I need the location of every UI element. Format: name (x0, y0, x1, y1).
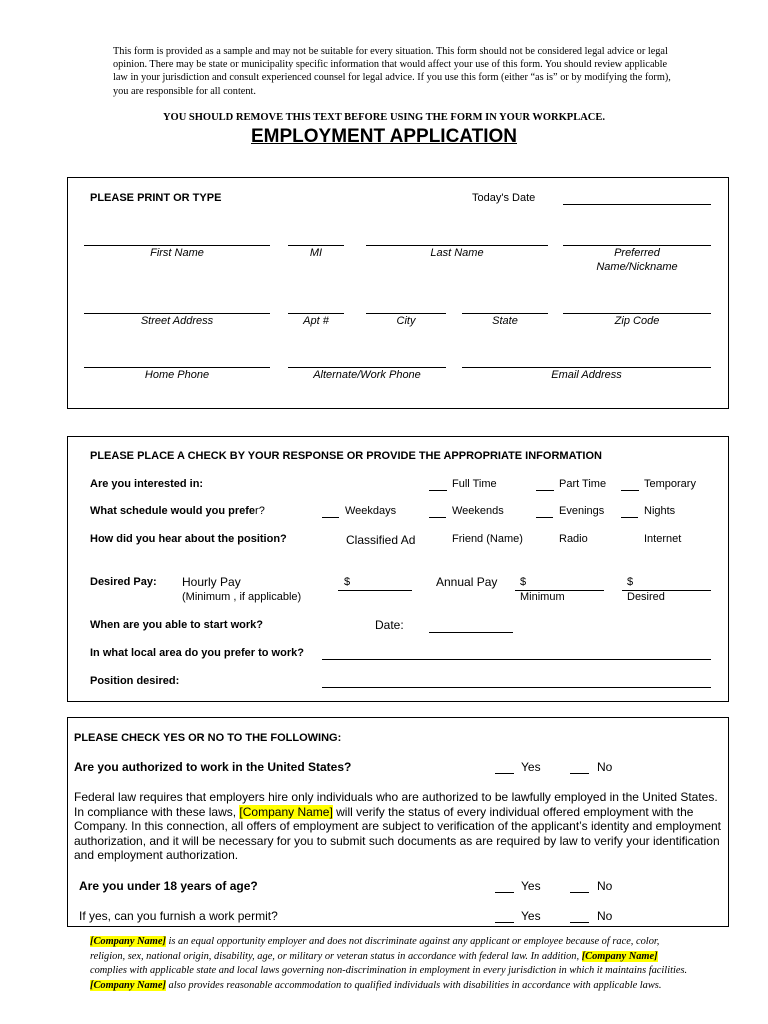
eeo-part-1: is an equal opportunity employer and does not discriminate against any applicant or employee because of race, color, religion, sex, national origin, disability, age, or military or veteran status in accordance with federal law. In addition, (90, 936, 660, 962)
schedule-question (90, 505, 265, 517)
mi-field[interactable] (288, 245, 344, 246)
weekends-label: Weekends (452, 505, 504, 517)
company-name-placeholder: [Company Name] (239, 804, 333, 819)
interested-question: Are you interested in: (90, 478, 204, 490)
email-field[interactable] (462, 367, 711, 368)
preferred-label: Preferred (614, 247, 660, 259)
home-phone-field[interactable] (84, 367, 270, 368)
zip-label: Zip Code (614, 315, 660, 327)
city-label: City (396, 315, 416, 327)
eeo-company-name-2: [Company Name] (581, 950, 658, 962)
weekdays-checkbox[interactable] (322, 517, 339, 518)
mi-label: MI (309, 247, 323, 259)
classified-ad-option[interactable]: Classified Ad (346, 533, 416, 547)
authorized-question: Are you authorized to work in the United States? (74, 760, 352, 774)
under-18-yes-checkbox[interactable] (495, 892, 514, 893)
check-response-heading: PLEASE PLACE A CHECK BY YOUR RESPONSE OR PROVIDE THE APPROPRIATE INFORMATION (90, 450, 602, 462)
todays-date-label: Today's Date (472, 192, 536, 204)
position-field[interactable] (322, 687, 711, 688)
evenings-label: Evenings (559, 505, 605, 517)
alt-phone-label: Alternate/Work Phone (313, 369, 421, 381)
apt-label: Apt # (303, 315, 329, 327)
local-area-field[interactable] (322, 659, 711, 660)
eeo-company-name-3: [Company Name] (90, 979, 166, 991)
under-18-yes-label: Yes (521, 879, 541, 893)
zip-field[interactable] (563, 313, 711, 314)
position-question: Position desired: (90, 675, 180, 687)
start-date-field[interactable] (429, 632, 513, 633)
last-name-field[interactable] (366, 245, 548, 246)
preferred-name-field[interactable] (563, 245, 711, 246)
under-18-question: Are you under 18 years of age? (79, 879, 258, 893)
weekdays-label: Weekdays (345, 505, 397, 517)
under-18-no-label: No (597, 879, 613, 893)
dollar-sign-desired: $ (627, 576, 634, 588)
annual-pay-label: Annual Pay (436, 575, 498, 589)
nights-checkbox[interactable] (621, 517, 638, 518)
todays-date-field[interactable] (563, 204, 711, 205)
apt-field[interactable] (288, 313, 344, 314)
first-name-label: First Name (150, 247, 204, 259)
weekends-checkbox[interactable] (429, 517, 446, 518)
home-phone-label: Home Phone (144, 369, 210, 381)
street-address-label: Street Address (140, 315, 214, 327)
disclosure-part-b: will verify the status of every individual offered employment with the Company. In this connection, all offers of employment are subject to verification of the applicant’s identity and employment authorization, and it will be necessary for you to submit such documents as are required by law to verify your identification and employment authorization. (74, 804, 722, 863)
first-name-field[interactable] (84, 245, 270, 246)
last-name-label: Last Name (430, 247, 484, 259)
temporary-checkbox[interactable] (621, 490, 639, 491)
page-title: EMPLOYMENT APPLICATION (251, 126, 517, 147)
position-info-section (67, 436, 729, 702)
eeo-part-3: also provides reasonable accommodation to qualified individuals with disabilities in accordance with applicable laws. (165, 979, 662, 991)
city-field[interactable] (366, 313, 446, 314)
state-label: State (492, 315, 518, 327)
eeo-part-2: complies with applicable state and local laws governing non-discrimination in employment in every jurisdiction in which it maintains facilities. (90, 965, 688, 977)
disclosure-part-a: Federal law requires that employers hire only individuals who are authorized to be lawfully employed in the United States. In compliance with these laws, (74, 790, 718, 819)
authorized-no-label: No (597, 760, 613, 774)
email-label: Email Address (551, 369, 622, 381)
desired-label: Desired (627, 591, 665, 603)
part-time-label: Part Time (559, 478, 607, 490)
hourly-pay-field[interactable] (338, 590, 412, 591)
schedule-question-bold: What schedule would you prefe (90, 505, 256, 517)
friend-option[interactable]: Friend (Name) (452, 533, 523, 545)
remove-text-note: YOU SHOULD REMOVE THIS TEXT BEFORE USING THE FORM IN YOUR WORKPLACE. (162, 112, 606, 123)
state-field[interactable] (462, 313, 548, 314)
full-time-checkbox[interactable] (429, 490, 447, 491)
dollar-sign-hourly: $ (344, 576, 351, 588)
hourly-pay-label: Hourly Pay (182, 575, 241, 589)
eeo-company-name-1: [Company Name] (90, 936, 166, 947)
start-question: When are you able to start work? (90, 619, 263, 631)
date-label: Date: (375, 618, 404, 632)
radio-option[interactable]: Radio (559, 533, 588, 545)
permit-no-label: No (597, 909, 613, 923)
street-address-field[interactable] (84, 313, 270, 314)
alt-phone-field[interactable] (288, 367, 446, 368)
internet-option[interactable]: Internet (644, 533, 682, 545)
permit-yes-label: Yes (521, 909, 541, 923)
desired-pay-label: Desired Pay: (90, 576, 157, 588)
authorized-no-checkbox[interactable] (570, 773, 589, 774)
dollar-sign-minimum: $ (520, 576, 527, 588)
permit-no-checkbox[interactable] (570, 922, 589, 923)
part-time-checkbox[interactable] (536, 490, 554, 491)
work-permit-question: If yes, can you furnish a work permit? (79, 909, 278, 923)
minimum-applicable-note: (Minimum , if applicable) (182, 591, 302, 603)
full-time-label: Full Time (452, 478, 497, 490)
work-authorization-disclosure (74, 790, 724, 863)
local-area-question: In what local area do you prefer to work? (90, 647, 304, 659)
disclaimer-text: This form is provided as a sample and may not be suitable for every situation. This form should not be considered legal advice or legal opinion. There may be state or municipality specific information that would affect your use of this form. You should review applicable law in your jurisdiction and consult experienced counsel for legal advice. If you use this form (either “as is” or by modifying the form), you are responsible for all content. (113, 46, 671, 97)
schedule-question-rest: r? (255, 505, 265, 517)
nickname-label: Name/Nickname (596, 261, 678, 273)
minimum-label: Minimum (520, 591, 565, 603)
nights-label: Nights (644, 505, 676, 517)
authorized-yes-checkbox[interactable] (495, 773, 514, 774)
permit-yes-checkbox[interactable] (495, 922, 514, 923)
yes-no-heading: PLEASE CHECK YES OR NO TO THE FOLLOWING: (74, 732, 342, 744)
under-18-no-checkbox[interactable] (570, 892, 589, 893)
eeo-statement (90, 935, 690, 993)
authorized-yes-label: Yes (521, 760, 541, 774)
hear-question: How did you hear about the position? (90, 533, 287, 545)
print-or-type-heading: PLEASE PRINT OR TYPE (90, 192, 222, 204)
temporary-label: Temporary (644, 478, 696, 490)
evenings-checkbox[interactable] (536, 517, 553, 518)
